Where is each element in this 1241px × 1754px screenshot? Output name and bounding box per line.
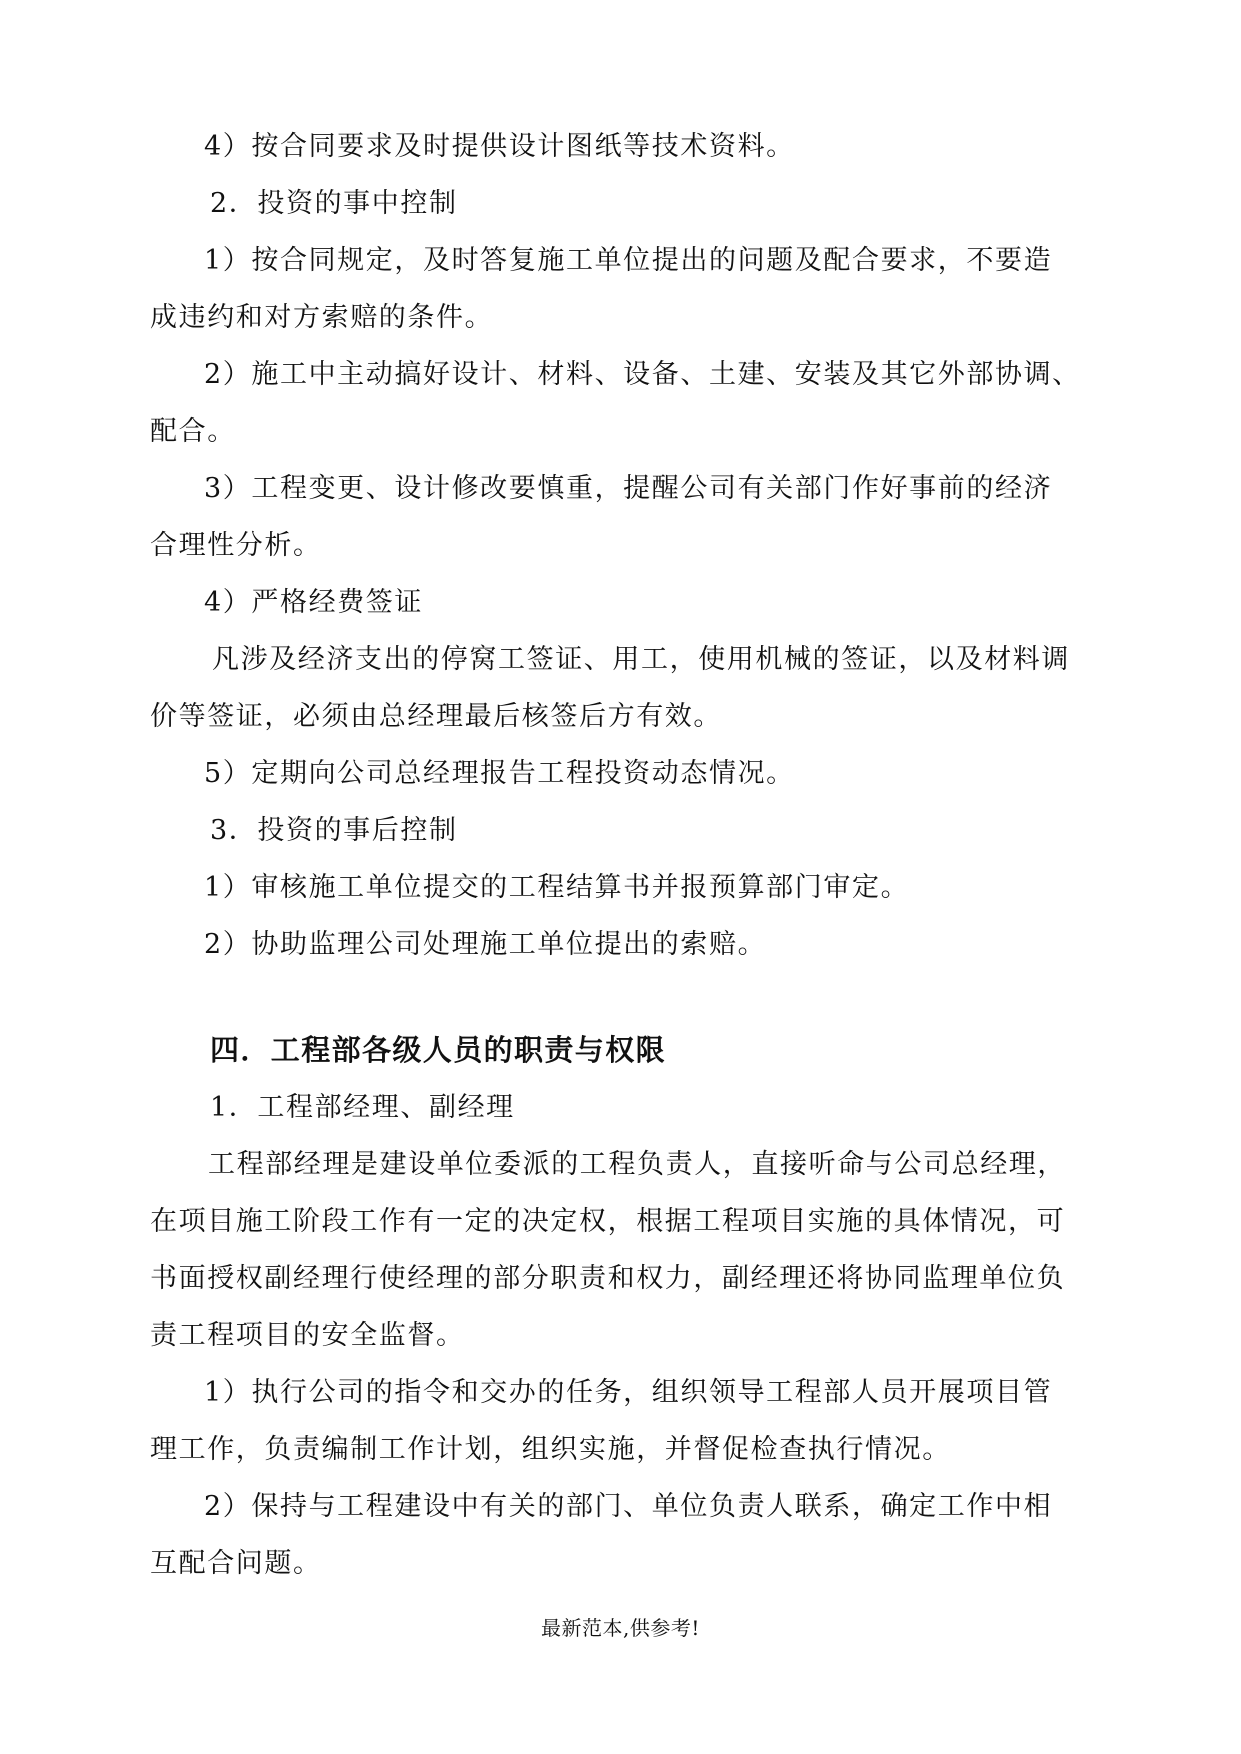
paragraph-line: 5）定期向公司总经理报告工程投资动态情况。	[204, 758, 795, 789]
paragraph-line: 书面授权副经理行使经理的部分职责和权力，副经理还将协同监理单位负	[150, 1263, 1066, 1294]
paragraph-line: 互配合问题。	[150, 1548, 322, 1579]
paragraph-line: 凡涉及经济支出的停窝工签证、用工，使用机械的签证，以及材料调	[212, 644, 1070, 675]
paragraph-line: 4）按合同要求及时提供设计图纸等技术资料。	[204, 131, 795, 162]
paragraph-line: 1）审核施工单位提交的工程结算书并报预算部门审定。	[204, 872, 910, 903]
paragraph-line: 责工程项目的安全监督。	[150, 1320, 465, 1351]
paragraph-line: 理工作，负责编制工作计划，组织实施，并督促检查执行情况。	[150, 1434, 951, 1465]
paragraph-line: 工程部经理是建设单位委派的工程负责人，直接听命与公司总经理，	[208, 1149, 1066, 1180]
paragraph-line: 配合。	[150, 416, 236, 447]
paragraph-line: 2）保持与工程建设中有关的部门、单位负责人联系，确定工作中相	[204, 1491, 1053, 1522]
subsection-title: 2．投资的事中控制	[210, 188, 458, 219]
paragraph-line: 1）执行公司的指令和交办的任务，组织领导工程部人员开展项目管	[204, 1377, 1053, 1408]
paragraph-line: 价等签证，必须由总经理最后核签后方有效。	[150, 701, 722, 732]
paragraph-line: 成违约和对方索赔的条件。	[150, 302, 494, 333]
paragraph-line: 3）工程变更、设计修改要慎重，提醒公司有关部门作好事前的经济	[204, 473, 1053, 504]
paragraph-line: 2）协助监理公司处理施工单位提出的索赔。	[204, 929, 767, 960]
paragraph-line: 合理性分析。	[150, 530, 322, 561]
paragraph-line: 2）施工中主动搞好设计、材料、设备、土建、安装及其它外部协调、	[204, 359, 1081, 390]
paragraph-line: 在项目施工阶段工作有一定的决定权，根据工程项目实施的具体情况，可	[150, 1206, 1066, 1237]
page-footer: 最新范本,供参考!	[541, 1616, 700, 1640]
section-heading: 四．工程部各级人员的职责与权限	[210, 1033, 667, 1067]
paragraph-line: 4）严格经费签证	[204, 587, 423, 618]
document-body	[150, 118, 1090, 1592]
subsection-title: 3．投资的事后控制	[210, 815, 458, 846]
subsection-title: 1．工程部经理、副经理	[210, 1092, 515, 1123]
paragraph-line: 1）按合同规定，及时答复施工单位提出的问题及配合要求，不要造	[204, 245, 1053, 276]
